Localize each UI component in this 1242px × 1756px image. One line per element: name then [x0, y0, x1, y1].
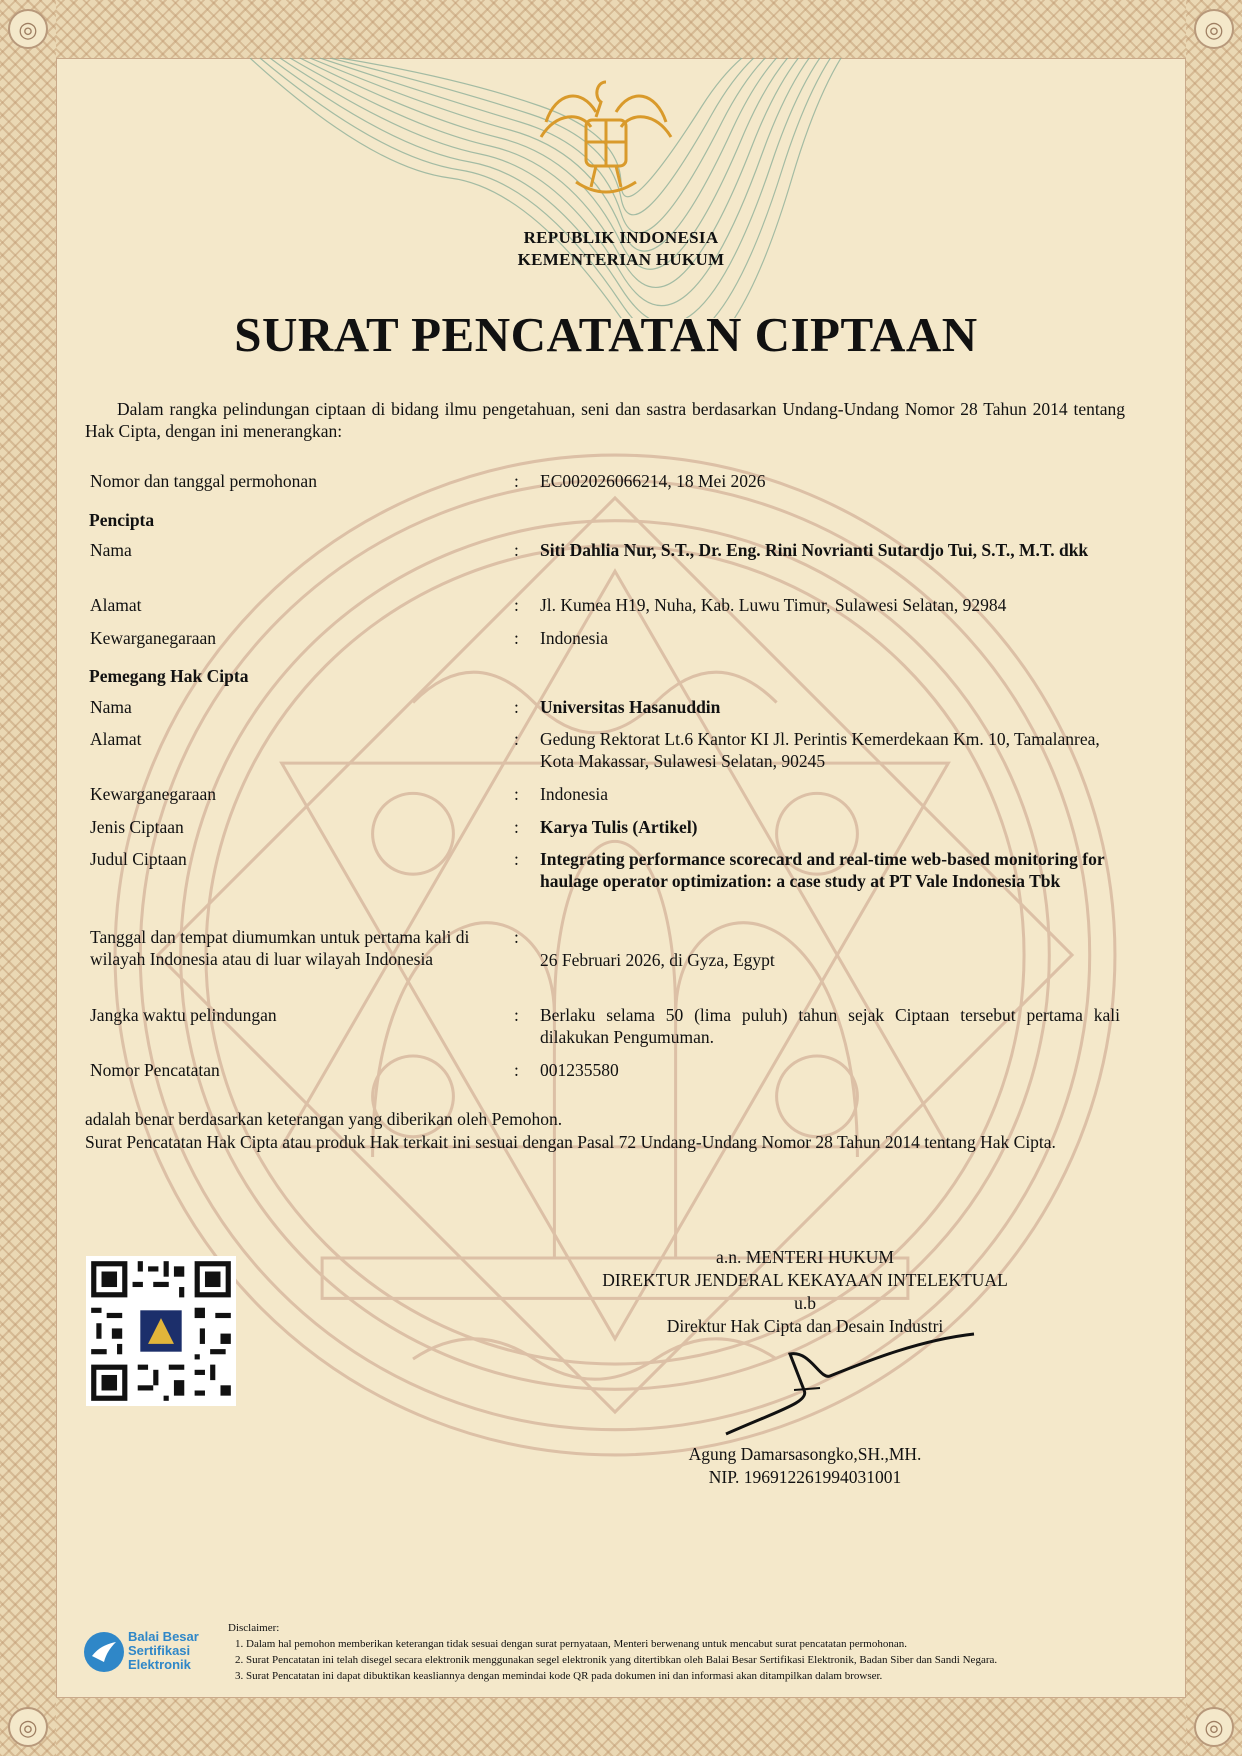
disclaimer-heading: Disclaimer:	[228, 1622, 280, 1634]
signatory-nip: NIP. 196912261994031001	[708, 1467, 902, 1487]
pemegang-alamat-value: Gedung Rektorat Lt.6 Kantor KI Jl. Perintis Kemerdekaan Km. 10, Tamalanrea, Kota Makassar, Sulawesi Selatan, 90245	[540, 729, 1100, 771]
pencatatan-label: Nomor Pencatatan	[90, 1060, 220, 1080]
closing-line-1: adalah benar berdasarkan keterangan yang diberikan oleh Pemohon.	[85, 1109, 563, 1129]
jenis-label: Jenis Ciptaan	[90, 817, 184, 837]
border-bottom	[0, 1698, 1242, 1756]
pencipta-nama-value: Siti Dahlia Nur, S.T., Dr. Eng. Rini Novrianti Sutardjo Tui, S.T., M.T. dkk	[540, 540, 1089, 560]
disclaimer-item: 3. Surat Pencatatan ini dapat dibuktikan keasliannya dengan memindai kode QR pada dokumen ini dan informasi akan ditampilkan dalam browser.	[246, 1668, 1168, 1684]
signature-dirjen: DIREKTUR JENDERAL KEKAYAAN INTELEKTUAL	[602, 1270, 1008, 1290]
bsre-line-1: Balai Besar	[128, 1629, 199, 1644]
disclaimer-item: 1. Dalam hal pemohon memberikan keterangan tidak sesuai dengan surat pernyataan, Menteri berwenang untuk mencabut surat pencatatan permohonan.	[246, 1636, 1168, 1652]
nomor-label: Nomor dan tanggal permohonan	[90, 471, 317, 491]
header-ministry: KEMENTERIAN HUKUM	[517, 250, 725, 269]
pencipta-warga-value: Indonesia	[540, 628, 609, 648]
signatory-name: Agung Damarsasongko,SH.,MH.	[688, 1444, 922, 1464]
document-title: SURAT PENCATATAN CIPTAAN	[234, 307, 978, 362]
colon: :	[514, 471, 519, 491]
signature-an: a.n. MENTERI HUKUM	[716, 1247, 894, 1267]
pemegang-heading: Pemegang Hak Cipta	[89, 666, 249, 686]
pencipta-alamat-label: Alamat	[90, 595, 142, 615]
pemegang-nama-value: Universitas Hasanuddin	[540, 697, 721, 717]
jenis-value: Karya Tulis (Artikel)	[540, 817, 698, 837]
colon: :	[514, 927, 519, 947]
bsre-logo-icon	[82, 1630, 126, 1674]
pencipta-nama-label: Nama	[90, 540, 132, 560]
colon: :	[514, 1060, 519, 1080]
colon: :	[514, 595, 519, 615]
header-republic: REPUBLIK INDONESIA	[523, 228, 719, 247]
jangka-label: Jangka waktu pelindungan	[90, 1005, 277, 1025]
colon: :	[514, 628, 519, 648]
corner-ornament-icon: ◎	[8, 9, 48, 49]
border-top	[0, 0, 1242, 58]
colon: :	[514, 1005, 519, 1025]
garuda-emblem-icon	[536, 62, 676, 212]
colon: :	[514, 729, 519, 749]
judul-value: Integrating performance scorecard and real-time web-based monitoring for haulage operator optimization: a case study at PT Vale Indonesia Tbk	[540, 849, 1105, 891]
pencipta-alamat-value: Jl. Kumea H19, Nuha, Kab. Luwu Timur, Sulawesi Selatan, 92984	[540, 595, 1007, 615]
qr-code-icon[interactable]	[86, 1256, 236, 1406]
pemegang-warga-label: Kewarganegaraan	[90, 784, 216, 804]
jangka-value: Berlaku selama 50 (lima puluh) tahun sejak Ciptaan tersebut pertama kali dilakukan Pengumuman.	[540, 1005, 1120, 1047]
colon: :	[514, 540, 519, 560]
corner-ornament-icon: ◎	[1194, 1707, 1234, 1747]
corner-ornament-icon: ◎	[8, 1707, 48, 1747]
bsre-line-2: Sertifikasi	[128, 1643, 191, 1658]
colon: :	[514, 784, 519, 804]
judul-label: Judul Ciptaan	[90, 849, 187, 869]
pemegang-alamat-label: Alamat	[90, 729, 142, 749]
pencatatan-value: 001235580	[540, 1060, 619, 1080]
disclaimer	[228, 1620, 1168, 1684]
bsre-line-3: Elektronik	[128, 1657, 191, 1672]
signature-ub: u.b	[794, 1293, 816, 1313]
pemegang-warga-value: Indonesia	[540, 784, 609, 804]
tanggal-value: 26 Februari 2026, di Gyza, Egypt	[540, 950, 775, 970]
closing-line-2: Surat Pencatatan Hak Cipta atau produk Hak terkait ini sesuai dengan Pasal 72 Undang-Undang Nomor 28 Tahun 2014 tentang Hak Cipta.	[85, 1132, 1056, 1152]
pemegang-nama-label: Nama	[90, 697, 132, 717]
pencipta-heading: Pencipta	[89, 510, 155, 530]
corner-ornament-icon: ◎	[1194, 9, 1234, 49]
signature-direktur: Direktur Hak Cipta dan Desain Industri	[666, 1316, 944, 1336]
disclaimer-item: 2. Surat Pencatatan ini telah disegel secara elektronik menggunakan segel elektronik yang ditertibkan oleh Balai Besar Sertifikasi Elektronik, Badan Siber dan Sandi Negara.	[246, 1652, 1168, 1668]
tanggal-label: Tanggal dan tempat diumumkan untuk pertama kali di wilayah Indonesia atau di luar wilayah Indonesia	[90, 927, 470, 969]
nomor-value: EC002026066214, 18 Mei 2026	[540, 471, 766, 491]
bsre-text	[128, 1630, 199, 1672]
colon: :	[514, 697, 519, 717]
handwritten-signature	[720, 1330, 980, 1440]
colon: :	[514, 849, 519, 869]
intro-paragraph: Dalam rangka pelindungan ciptaan di bidang ilmu pengetahuan, seni dan sastra berdasarkan Undang-Undang Nomor 28 Tahun 2014 tentang Hak Cipta, dengan ini menerangkan:	[85, 399, 1125, 441]
colon: :	[514, 817, 519, 837]
pencipta-warga-label: Kewarganegaraan	[90, 628, 216, 648]
